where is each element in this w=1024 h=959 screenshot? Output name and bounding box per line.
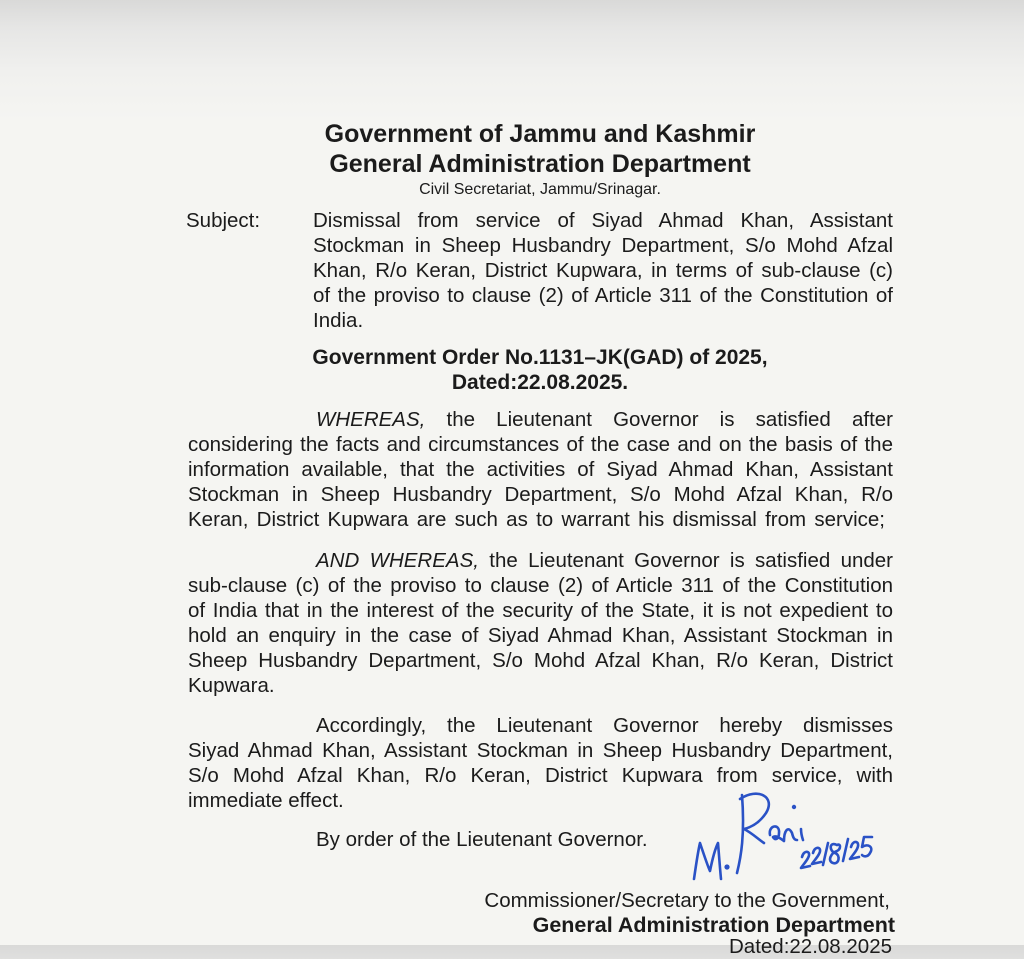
whereas-lead: WHEREAS, [316,408,426,431]
subject-line: India. [313,309,364,332]
body-line: Sheep Husbandry Department, S/o Mohd Afzal Khan, R/o Keran, District [188,649,893,672]
footer-partial-line [600,934,892,958]
body-line: hold an enquiry in the case of Siyad Ahmad Khan, Assistant Stockman in [188,624,893,647]
closing-line: By order of the Lieutenant Governor. [316,828,648,851]
body-line: S/o Mohd Afzal Khan, R/o Keran, District Kupwara from service, with [188,764,893,787]
signature-stroke-r-loop [740,794,769,843]
first-line-text: the Lieutenant Governor is satisfied after [446,408,893,431]
body-line: Siyad Ahmad Khan, Assistant Stockman in Sheep Husbandry Department, [188,739,893,762]
signature-stroke-m [694,843,721,879]
office-address: Civil Secretariat, Jammu/Srinagar. [419,181,661,198]
signature-dot [724,864,729,869]
signatory-department: General Administration Department [532,913,895,937]
body-line: immediate effect. [188,789,344,812]
subject-line: Dismissal from service of Siyad Ahmad Khan, Assistant [313,209,893,232]
paragraph-whereas [188,407,893,532]
department-title: General Administration Department [329,150,751,178]
subject-line: Khan, R/o Keran, District Kupwara, in terms of sub-clause (c) [313,259,893,282]
body-line: sub-clause (c) of the proviso to clause (2) of Article 311 of the Constitution [188,574,893,597]
body-line: Stockman in Sheep Husbandry Department, S/o Mohd Afzal Khan, R/o [188,483,893,506]
government-title: Government of Jammu and Kashmir [324,120,756,148]
footer-partial-date: Dated:22.08.2025 [729,935,892,958]
subject-line: Stockman in Sheep Husbandry Department, S/o Mohd Afzal [313,234,893,257]
body-line: information available, that the activities of Siyad Ahmad Khan, Assistant [188,458,893,481]
body-line: Kupwara. [188,674,275,697]
paragraph-first-line [316,548,893,573]
body-line: Keran, District Kupwara are such as to warrant his dismissal from service; [188,508,885,531]
signatory-designation: Commissioner/Secretary to the Government, [484,889,890,912]
paragraph-and-whereas [188,548,893,698]
signature-stroke-r-stem [737,795,743,873]
first-line-text: the Lieutenant Governor is satisfied under [489,549,894,572]
subject-text [313,208,893,333]
body-line: of India that in the interest of the security of the State, it is not expedient to [188,599,893,622]
signature-dot [792,805,796,809]
subject-line: of the proviso to clause (2) of Article 311 of the Constitution of [313,284,893,307]
signature-stroke-ani [770,826,803,841]
handwritten-signature [680,785,880,885]
body-line: considering the facts and circumstances of the case and on the basis of the [188,433,893,456]
paragraph-first-line [316,407,893,432]
signature-stroke-date [801,837,872,868]
subject-label: Subject: [186,209,261,232]
and-whereas-lead: AND WHEREAS, [316,549,479,572]
order-number: Government Order No.1131–JK(GAD) of 2025, [312,346,768,369]
paragraph-first-line: Accordingly, the Lieutenant Governor hereby dismisses [316,714,893,737]
order-date: Dated:22.08.2025. [451,371,629,394]
